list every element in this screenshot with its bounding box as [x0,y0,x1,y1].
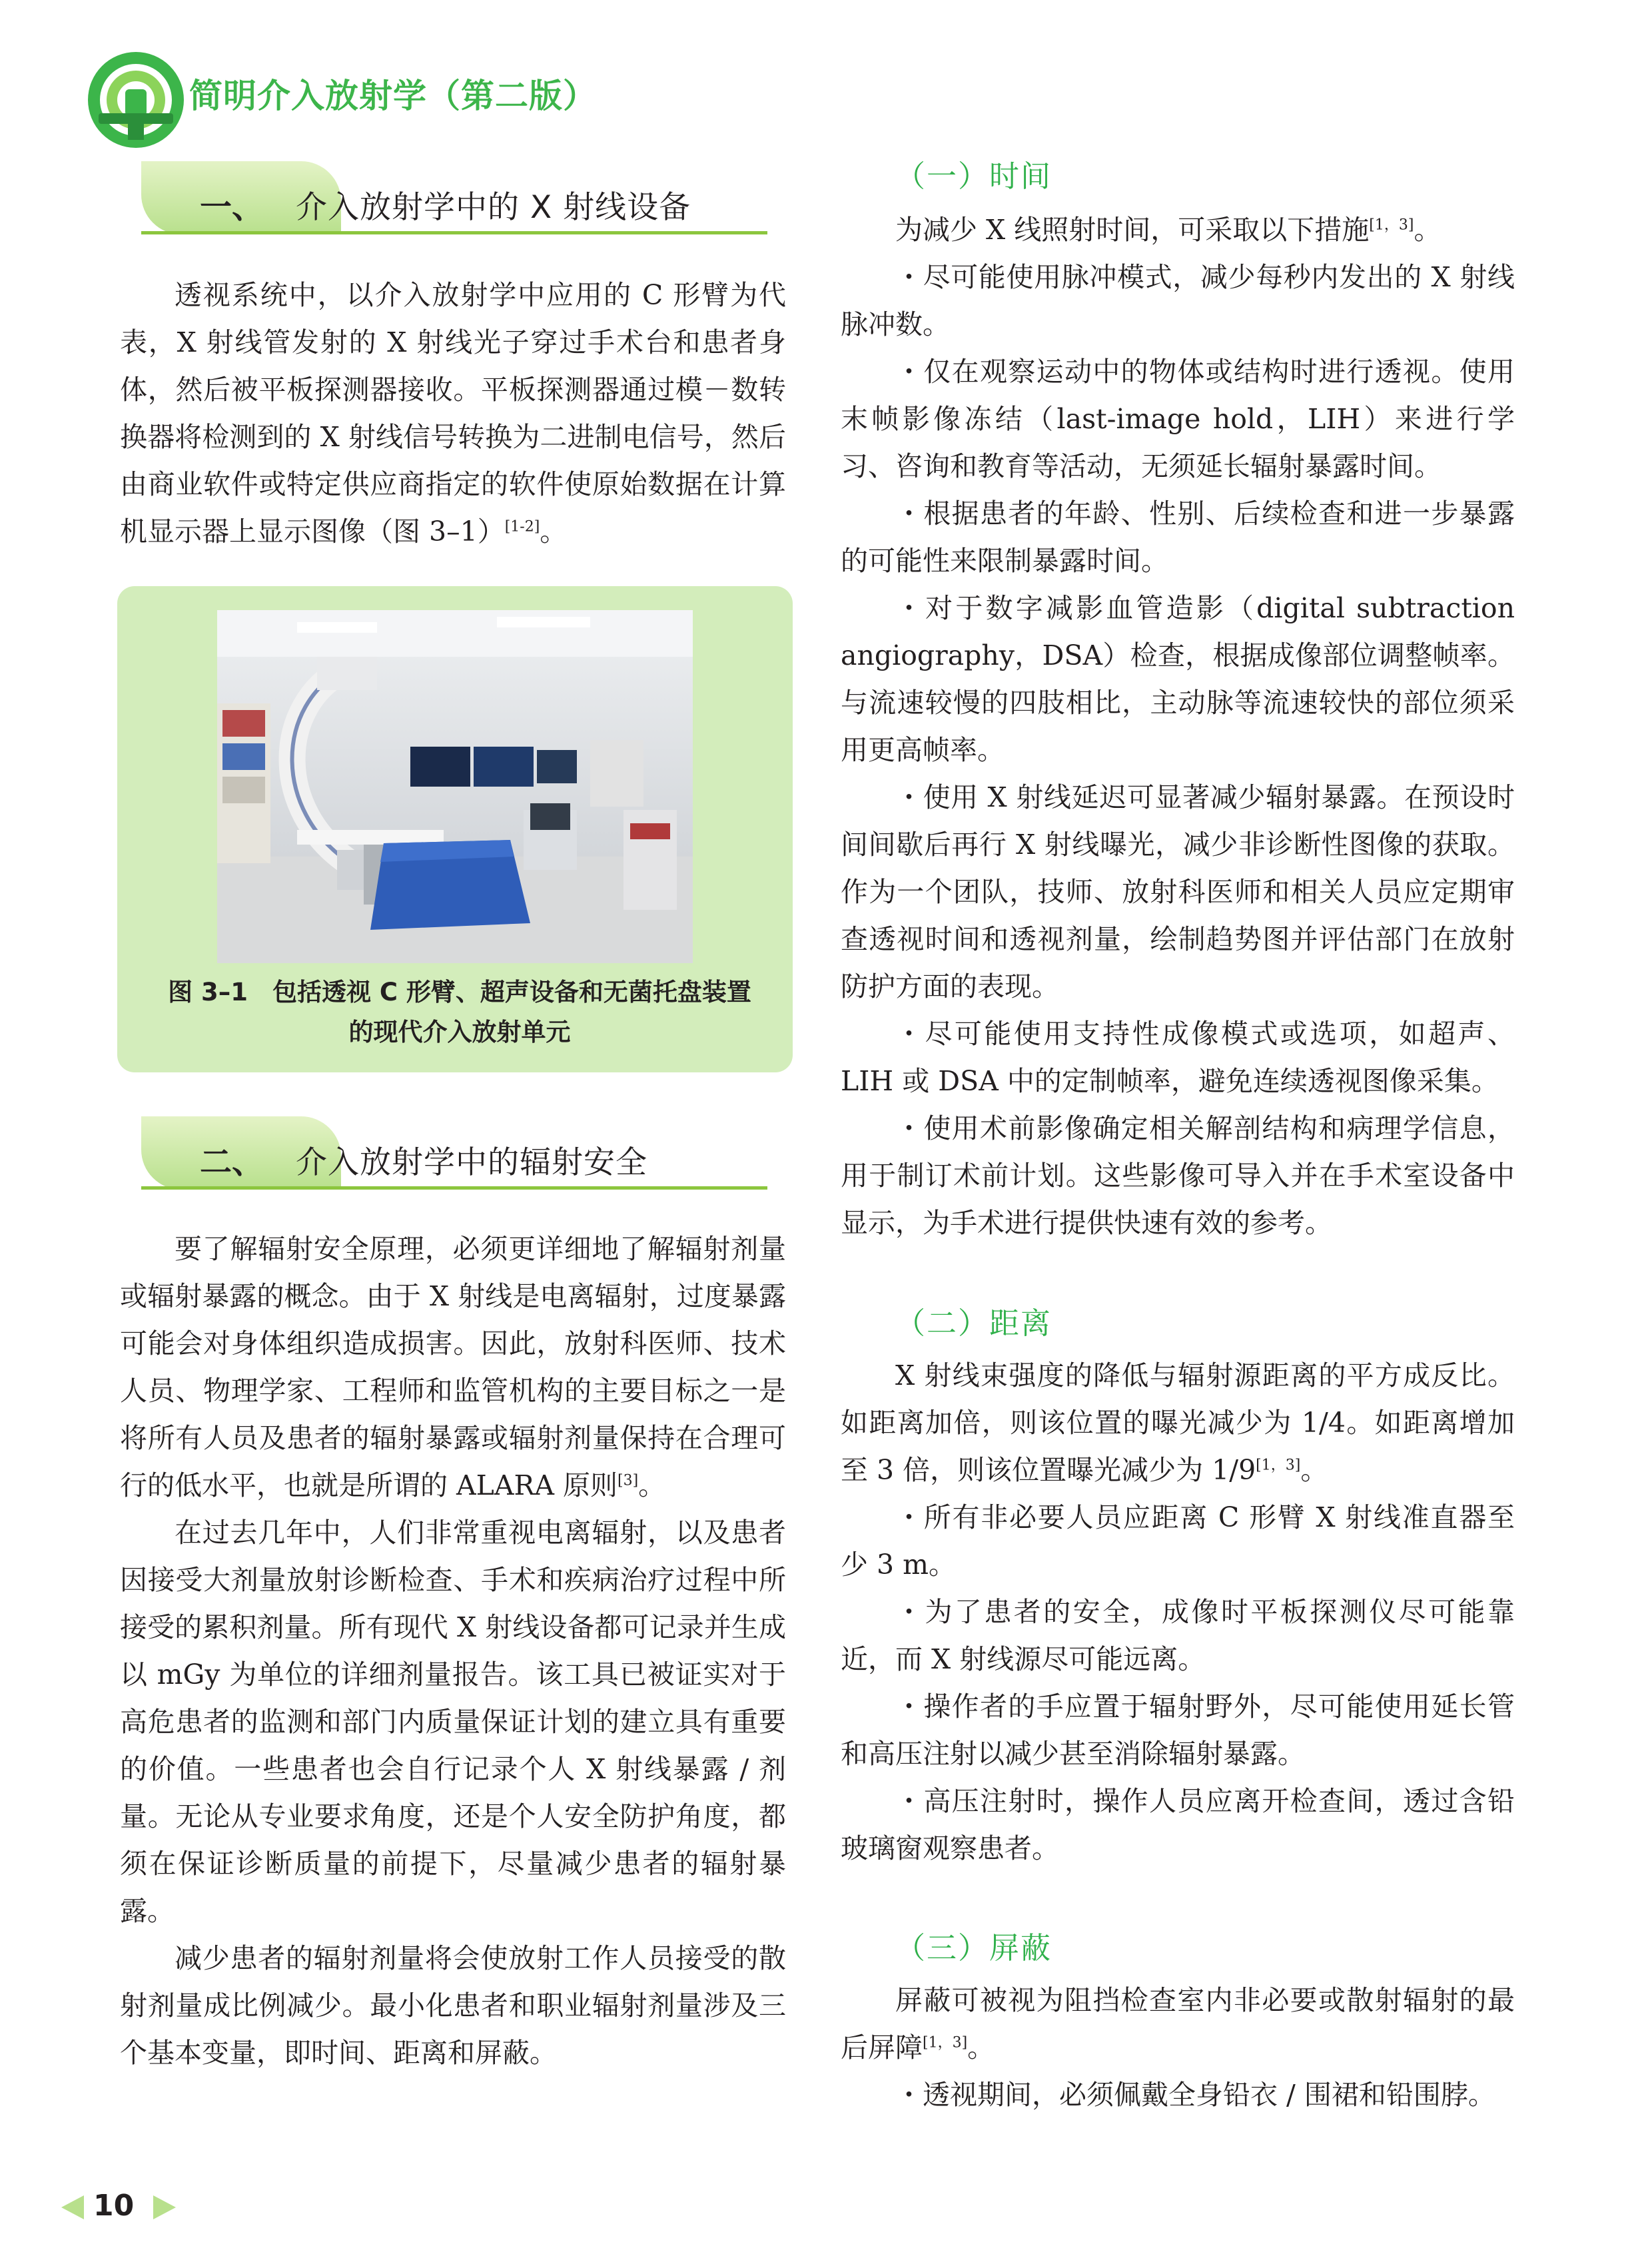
paragraph-text: ・使用 X 射线延迟可显著减少辐射暴露。在预设时间间歇后再行 X 射线曝光，减少非诊断性图像的获取。作为一个团队，技师、放射科医师和相关人员应定期审查透视时间和透视剂量，绘制趋势图并评估部门在放射防护方面的表现。 [841,781,1515,1002]
paragraph-text: ・为了患者的安全，成像时平板探测仪尽可能靠近，而 X 射线源尽可能远离。 [841,1596,1515,1675]
caption-line: 图 3–1 包括透视 C 形臂、超声设备和无菌托盘装置 [168,978,751,1006]
subhead-shielding: （三）屏蔽 [895,1930,1052,1966]
paragraph [841,1778,1515,1872]
paragraph-tail: 。 [1300,1454,1328,1486]
book-logo-icon [85,49,187,151]
citation-ref: [1，3] [1369,216,1414,234]
paragraph [841,1683,1515,1778]
figure-caption [147,972,773,1052]
paragraph [841,348,1515,490]
paragraph-text: X 射线束强度的降低与辐射源距离的平方成反比。如距离加倍，则该位置的曝光减少为 1/4。如距离增加至 3 倍，则该位置曝光减少为 1/9 [841,1359,1515,1486]
paragraph [841,1589,1515,1683]
paragraph-text: ・对于数字减影血管造影（digital subtraction angiography，DSA）检查，根据成像部位调整帧率。与流速较慢的四肢相比，主动脉等流速较快的部位须采用更高帧率。 [841,592,1515,766]
time-body [841,206,1515,1247]
section2-body [120,1226,786,2077]
citation-ref: [1，3] [1256,1457,1301,1474]
citation-ref: [1-2] [504,518,540,536]
section1-body [120,272,786,556]
paragraph-text: 透视系统中，以介入放射学中应用的 C 形臂为代表，X 射线管发射的 X 射线光子穿过手术台和患者身体，然后被平板探测器接收。平板探测器通过模－数转换器将检测到的 X 射线信号转换为二进制电信号，然后由商业软件或特定供应商指定的软件使原始数据在计算机显示器上显示图像（图 3–1） [120,279,786,548]
distance-body [841,1352,1515,1872]
paragraph [841,1494,1515,1589]
banner-underline [141,1186,767,1190]
section-title: 介入放射学中的 X 射线设备 [296,189,691,226]
caption-line: 的现代介入放射单元 [348,1018,571,1046]
paragraph [120,1226,786,1509]
paragraph-text: 屏蔽可被视为阻挡检查室内非必要或散射辐射的最后屏障 [841,1984,1515,2063]
paragraph [120,1509,786,1935]
book-title: 简明介入放射学（第二版） [189,77,597,115]
paragraph-tail: 。 [540,516,568,548]
citation-ref: [1，3] [923,2034,968,2052]
paragraph-text: ・高压注射时，操作人员应离开检查间，透过含铅玻璃窗观察患者。 [841,1785,1515,1864]
paragraph-text: ・尽可能使用脉冲模式，减少每秒内发出的 X 射线脉冲数。 [841,261,1515,340]
paragraph [841,490,1515,585]
paragraph [841,206,1515,254]
section-number: 一、 [200,188,264,226]
paragraph [841,1352,1515,1494]
paragraph [841,1977,1515,2071]
paragraph-text: ・透视期间，必须佩戴全身铅衣 / 围裙和铅围脖。 [895,2079,1495,2111]
paragraph-text: 在过去几年中，人们非常重视电离辐射，以及患者因接受大剂量放射诊断检查、手术和疾病治疗过程中所接受的累积剂量。所有现代 X 射线设备都可记录并生成以 mGy 为单位的详细剂量报告。该工具已被证实对于高危患者的监测和部门内质量保证计划的建立具有重要的价值。一些患者也会自行记录个人 X 射线暴露 / 剂量。无论从专业要求角度，还是个人安全防护角度，都须在保证诊断质量的前提下，尽量减少患者的辐射暴露。 [120,1517,786,1927]
section-banner-2 [141,1116,767,1190]
paragraph-text: 要了解辐射安全原理，必须更详细地了解辐射剂量或辐射暴露的概念。由于 X 射线是电离辐射，过度暴露可能会对身体组织造成损害。因此，放射科医师、技术人员、物理学家、工程师和监管机构的主要目标之一是将所有人员及患者的辐射暴露或辐射剂量保持在合理可行的低水平，也就是所谓的 ALARA 原则 [120,1233,786,1501]
paragraph [120,1935,786,2077]
citation-ref: [3] [618,1472,639,1489]
page-arrow-right-icon [153,2195,176,2219]
subhead-time: （一）时间 [895,159,1052,194]
paragraph [841,1010,1515,1105]
paragraph [120,272,786,556]
banner-underline [141,231,767,234]
paragraph-text: ・使用术前影像确定相关解剖结构和病理学信息，用于制订术前计划。这些影像可导入并在手术室设备中显示，为手术进行提供快速有效的参考。 [841,1112,1515,1239]
page-arrow-left-icon [61,2195,84,2219]
paragraph-text: 减少患者的辐射剂量将会使放射工作人员接受的散射剂量成比例减少。最小化患者和职业辐射剂量涉及三个基本变量，即时间、距离和屏蔽。 [120,1942,786,2069]
paragraph-text: ・根据患者的年龄、性别、后续检查和进一步暴露的可能性来限制暴露时间。 [841,498,1515,577]
paragraph-text: ・操作者的手应置于辐射野外，尽可能使用延长管和高压注射以减少甚至消除辐射暴露。 [841,1690,1515,1770]
shielding-body [841,1977,1515,2119]
subhead-distance: （二）距离 [895,1306,1052,1341]
page-number: 10 [93,2189,135,2223]
paragraph-tail: 。 [1414,214,1442,246]
paragraph [841,2071,1515,2119]
paragraph-text: ・尽可能使用支持性成像模式或选项，如超声、LIH 或 DSA 中的定制帧率，避免连续透视图像采集。 [841,1018,1515,1097]
paragraph-tail: 。 [638,1469,666,1501]
figure-photo [217,610,693,963]
section-banner-1 [141,161,767,234]
paragraph [841,254,1515,348]
paragraph-tail: 。 [967,2032,995,2063]
paragraph-text: 为减少 X 线照射时间，可采取以下措施 [895,214,1370,246]
paragraph [841,585,1515,774]
section-title: 介入放射学中的辐射安全 [296,1144,647,1181]
paragraph-text: ・仅在观察运动中的物体或结构时进行透视。使用末帧影像冻结（last-image hold，LIH）来进行学习、咨询和教育等活动，无须延长辐射暴露时间。 [841,356,1515,482]
paragraph-text: ・所有非必要人员应距离 C 形臂 X 射线准直器至少 3 m。 [841,1501,1515,1581]
paragraph [841,774,1515,1010]
section-number: 二、 [200,1144,264,1181]
paragraph [841,1105,1515,1247]
